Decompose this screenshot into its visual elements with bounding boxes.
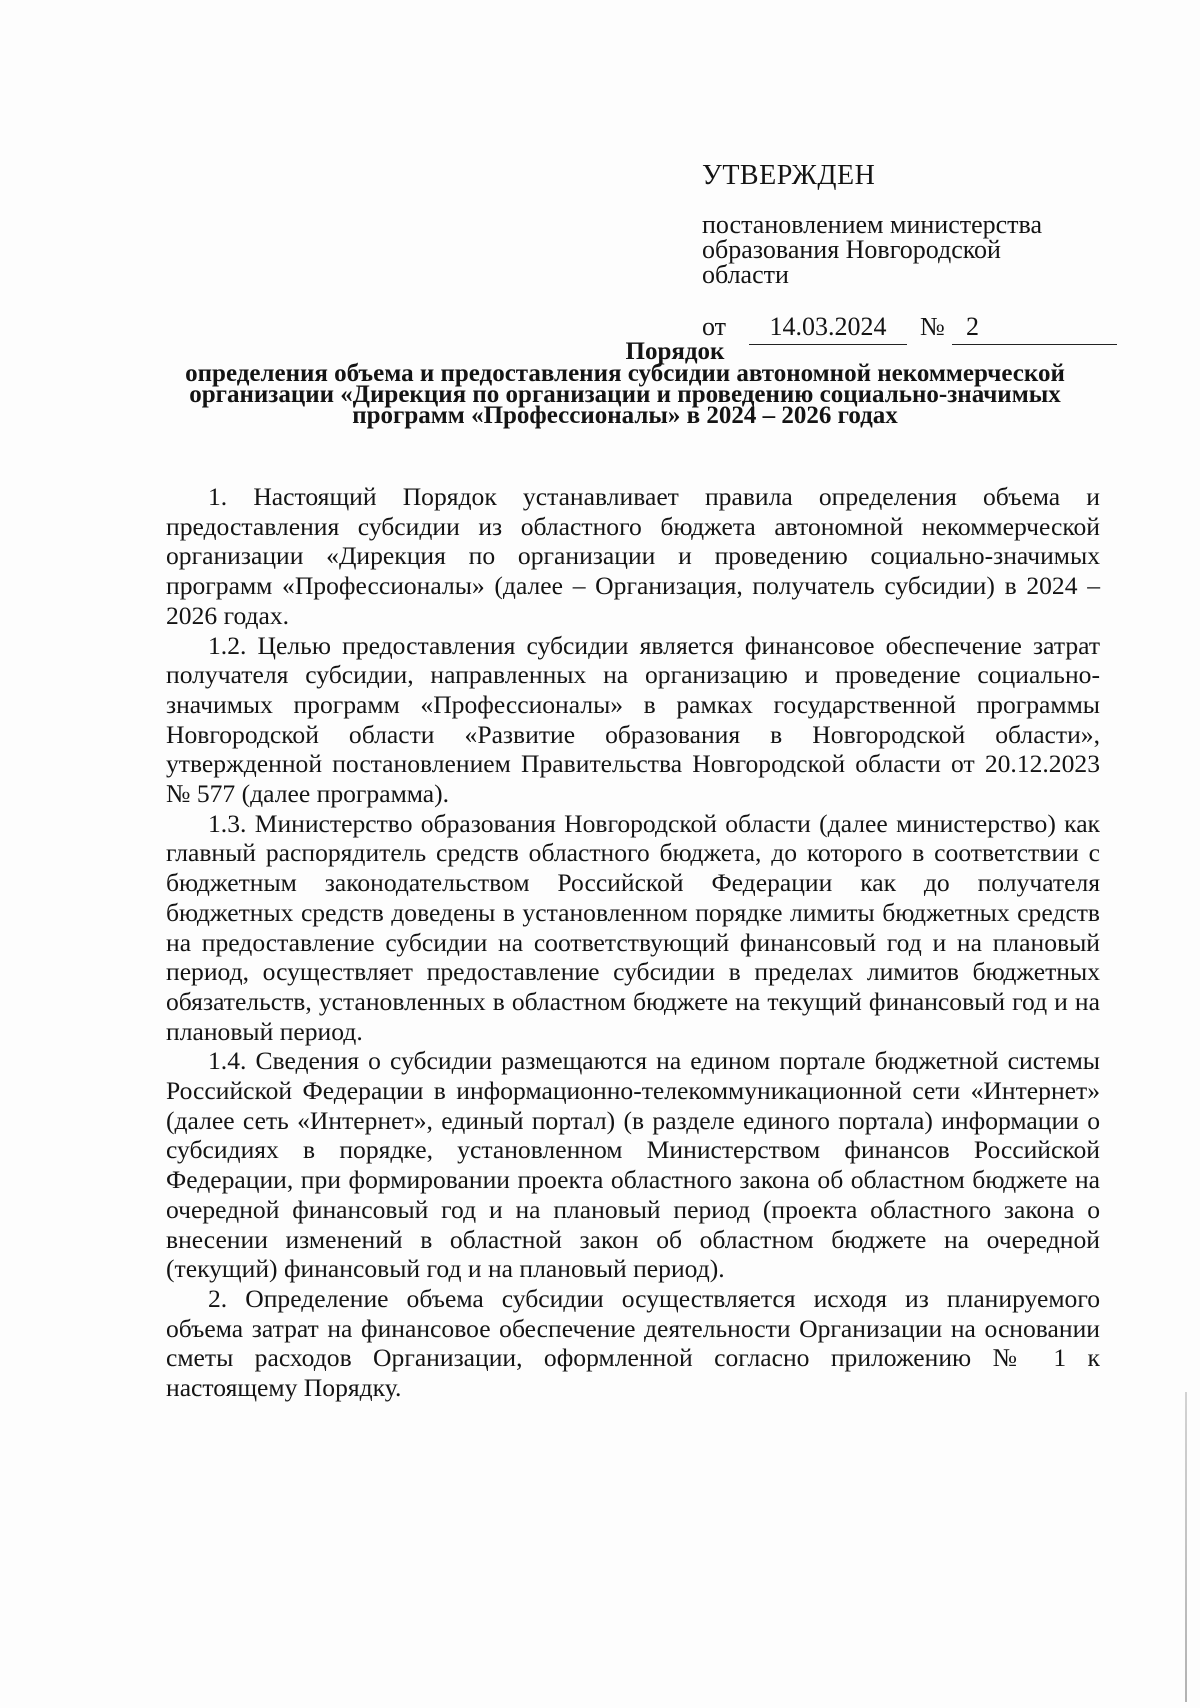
approval-date: 14.03.2024 — [749, 312, 907, 345]
approval-stamp — [702, 160, 1122, 348]
title-subtitle: определения объема и предоставления субсидии автономной некоммерческой организации «Дирекция по организации и проведению социально-значимых программ «Профессионалы» в 2024 – 2026 годах — [185, 360, 1065, 429]
number-sign: № — [920, 312, 945, 341]
document-body — [166, 482, 1100, 1403]
paragraph-1-2: 1.2. Целью предоставления субсидии является финансовое обеспечение затрат получателя субсидии, направленных на организацию и проведение социально-значимых программ «Профессионалы» в рамках государственной программы Новгородской области «Развитие образования в Новгородской области», утвержденной постановлением Правительства Новгородской области от 20.12.2023 № 577 (далее программа). — [166, 630, 1100, 809]
approval-authority-line: постановлением министерства — [702, 210, 1043, 239]
approval-number: 2 — [952, 312, 1117, 345]
approval-authority — [702, 212, 1122, 287]
paragraph-1-3: 1.3. Министерство образования Новгородской области (далее министерство) как главный распорядитель средств областного бюджета, до которого в соответствии с бюджетным законодательством Российской Федерации как до получателя бюджетных средств доведены в установленном порядке лимиты бюджетных средств на предоставление субсидии на соответствующий финансовый год и на плановый период, осуществляет предоставление субсидии в пределах лимитов бюджетных обязательств, установленных в областном бюджете на текущий финансовый год и на плановый период. — [166, 808, 1100, 1046]
approval-authority-line: области — [702, 260, 789, 289]
paragraph-1-4: 1.4. Сведения о субсидии размещаются на едином портале бюджетной системы Российской Федерации в информационно-телекоммуникационной сети «Интернет» (далее сеть «Интернет», единый портал) (в разделе единого портала) информации о субсидиях в порядке, установленном Министерством финансов Российской Федерации, при формировании проекта областного закона об областном бюджете на очередной финансовый год и на плановый период (проекта областного закона о внесении изменений в областной закон об областном бюджете на очередной (текущий) финансовый год и на плановый период). — [166, 1046, 1100, 1284]
title-main: Порядок — [625, 338, 725, 365]
approval-authority-line: образования Новгородской — [702, 235, 1001, 264]
approval-heading: УТВЕРЖДЕН — [702, 160, 876, 191]
document-title — [150, 338, 1100, 429]
date-prefix: от — [702, 312, 727, 341]
paragraph-1: 1. Настоящий Порядок устанавливает правила определения объема и предоставления субсидии из областного бюджета автономной некоммерческой организации «Дирекция по организации и проведению социально-значимых программ «Профессионалы» (далее – Организация, получатель субсидии) в 2024 – 2026 годах. — [166, 482, 1100, 630]
scan-edge-mark — [1185, 1392, 1187, 1702]
paragraph-2: 2. Определение объема субсидии осуществляется исходя из планируемого объема затрат на финансовое обеспечение деятельности Организации на основании сметы расходов Организации, оформленной согласно приложению № 1 к настоящему Порядку. — [166, 1283, 1100, 1403]
